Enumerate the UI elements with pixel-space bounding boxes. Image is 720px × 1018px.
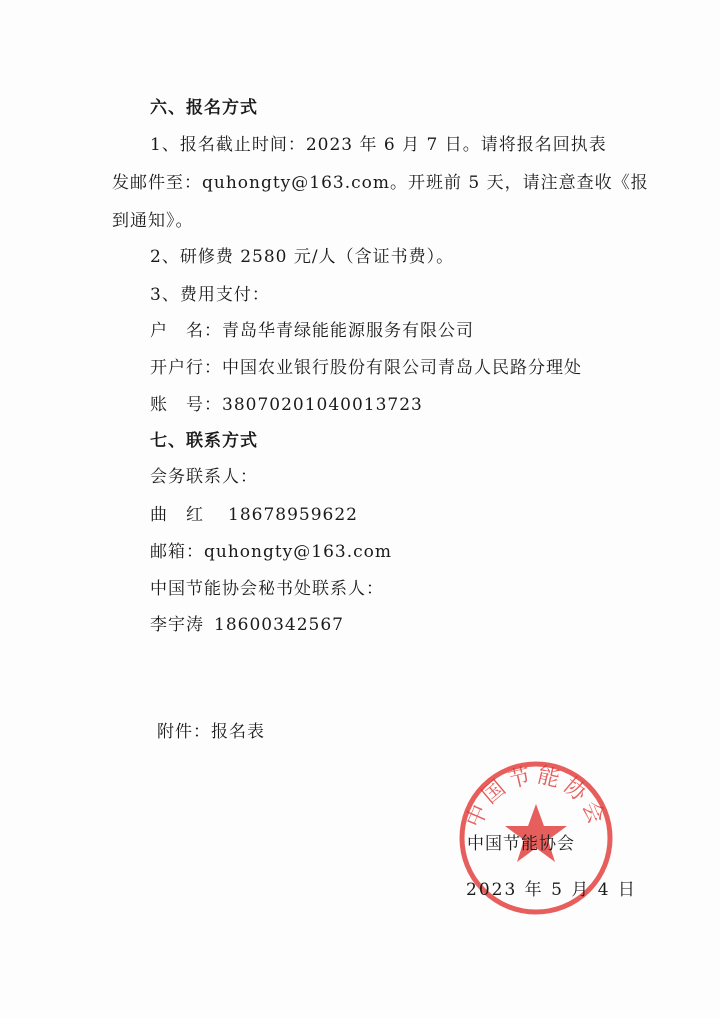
section-6-item-1-line-2: 发邮件至：quhongty@163.com。开班前 5 天，请注意查收《报 bbox=[112, 173, 649, 193]
secretariat-contact-label: 中国节能协会秘书处联系人： bbox=[150, 579, 384, 599]
attachment-value: 报名表 bbox=[211, 722, 265, 742]
attachment-label: 附件： bbox=[157, 722, 211, 742]
contact-person-phone: 18678959622 bbox=[228, 505, 358, 525]
payment-account-name-row bbox=[150, 320, 474, 342]
payment-account-number-row bbox=[150, 394, 423, 416]
seal-arc-text: 中国节能协会 bbox=[461, 763, 611, 832]
payment-account-name-label: 户 名： bbox=[150, 321, 222, 341]
attachment-row bbox=[157, 721, 265, 743]
email-value: quhongty@163.com bbox=[204, 542, 393, 562]
payment-account-name-value: 青岛华青绿能能源服务有限公司 bbox=[222, 321, 474, 341]
contact-person-row bbox=[150, 504, 358, 526]
email-label: 邮箱： bbox=[150, 542, 204, 562]
section-7-heading: 七、联系方式 bbox=[150, 431, 258, 451]
contact-label: 会务联系人： bbox=[150, 467, 258, 487]
secretariat-contact-name: 李宇涛 bbox=[150, 615, 204, 635]
payment-bank-value: 中国农业银行股份有限公司青岛人民路分理处 bbox=[222, 358, 582, 378]
section-6-item-3: 3、费用支付： bbox=[150, 285, 270, 305]
section-6-heading: 六、报名方式 bbox=[150, 98, 258, 118]
section-6-item-1-line-3: 到通知》。 bbox=[112, 211, 194, 231]
secretariat-contact-row bbox=[150, 614, 344, 636]
section-6-item-1-line-1: 1、报名截止时间：2023 年 6 月 7 日。请将报名回执表 bbox=[150, 135, 607, 155]
payment-bank-label: 开户行： bbox=[150, 358, 222, 378]
signature-date: 2023 年 5 月 4 日 bbox=[466, 880, 637, 900]
payment-account-number-value: 38070201040013723 bbox=[222, 395, 423, 415]
secretariat-contact-phone: 18600342567 bbox=[214, 615, 344, 635]
payment-bank-row bbox=[150, 357, 582, 379]
email-row bbox=[150, 541, 392, 563]
section-6-item-2: 2、研修费 2580 元/人（含证书费）。 bbox=[150, 247, 455, 267]
contact-person-name: 曲 红 bbox=[150, 505, 204, 525]
signature-organization: 中国节能协会 bbox=[467, 834, 575, 854]
payment-account-number-label: 账 号： bbox=[150, 395, 222, 415]
